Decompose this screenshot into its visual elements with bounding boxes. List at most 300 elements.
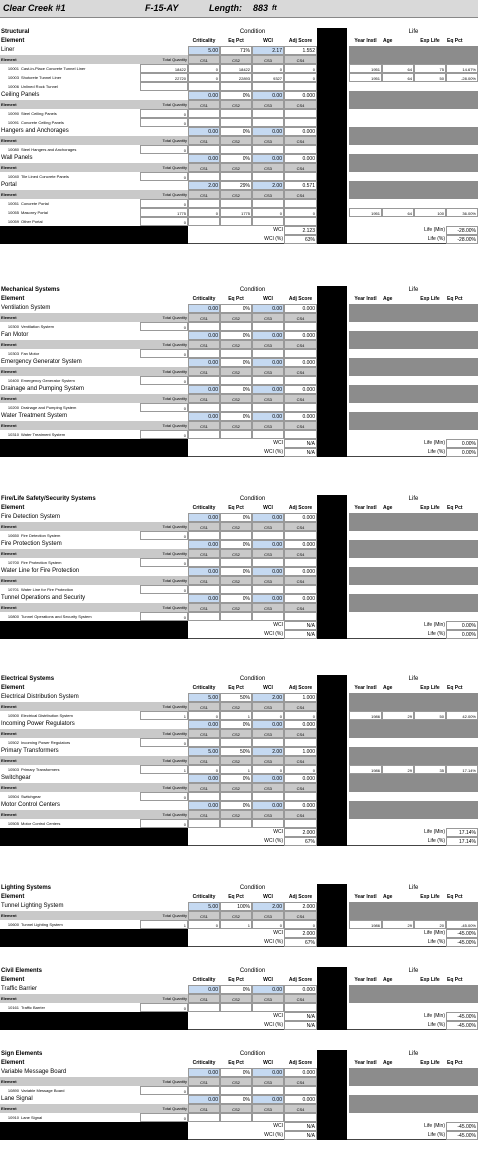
life-band — [349, 783, 478, 792]
condition-state-value[interactable] — [188, 430, 220, 439]
condition-state-value[interactable]: 0 — [284, 711, 317, 720]
group-row — [0, 774, 478, 783]
condition-state-value[interactable] — [284, 145, 317, 154]
year-installed-value[interactable]: 1951 — [349, 64, 382, 73]
criticality-value[interactable]: 0.00 — [188, 540, 220, 549]
exp-life-value[interactable]: 50 — [414, 711, 446, 720]
condition-state-value[interactable] — [188, 217, 220, 226]
life-eq-pct-value: -45.00% — [446, 920, 478, 929]
condition-state-value[interactable] — [188, 82, 220, 91]
column-header-row — [0, 1059, 478, 1068]
adj-score-header: Adj Score — [288, 505, 313, 511]
adj-score-header: Adj Score — [288, 977, 313, 983]
condition-state-value[interactable] — [188, 1113, 220, 1122]
exp-life-value[interactable]: 100 — [414, 208, 446, 217]
eq-pct-life-header: Eq Pct — [447, 1060, 463, 1066]
condition-state-value[interactable] — [252, 322, 284, 331]
cs3-label: CS3 — [252, 994, 284, 1003]
condition-state-value[interactable] — [220, 199, 252, 208]
condition-state-value[interactable]: 0 — [252, 64, 284, 73]
element-col-label: Element — [1, 1079, 17, 1084]
element-header-row — [0, 522, 317, 531]
section-title: Electrical Systems — [1, 676, 55, 682]
condition-state-value[interactable] — [220, 109, 252, 118]
wci-pct-label: WCI (%) — [264, 838, 283, 844]
element-code: 10161 — [7, 1005, 19, 1010]
element-header-row — [0, 163, 317, 172]
cs2-label: CS2 — [220, 367, 252, 376]
life-min-value: -45.00% — [446, 1012, 478, 1021]
eq-pct-header: Eq Pct — [228, 296, 244, 302]
total-quantity-value[interactable]: 0 — [140, 145, 188, 154]
element-code: 10505 — [7, 821, 19, 826]
section-block — [0, 28, 478, 244]
criticality-value[interactable]: 5.00 — [188, 46, 220, 55]
total-quantity-value[interactable]: 0 — [140, 217, 188, 226]
criticality-value[interactable]: 0.00 — [188, 331, 220, 340]
adj-score-value: 0.000 — [284, 154, 317, 163]
condition-state-value[interactable] — [284, 792, 317, 801]
column-header-row — [0, 37, 478, 46]
total-quantity-value[interactable]: 0 — [140, 349, 188, 358]
criticality-value[interactable]: 0.00 — [188, 594, 220, 603]
wci-pct-value: 67% — [284, 938, 317, 947]
group-row — [0, 358, 478, 367]
condition-state-value[interactable] — [220, 531, 252, 540]
element-name: Steel Hangers and Anchorages — [21, 147, 77, 152]
criticality-value[interactable]: 5.00 — [188, 902, 220, 911]
condition-state-value[interactable]: 1 — [220, 711, 252, 720]
condition-state-value[interactable] — [252, 738, 284, 747]
condition-state-value[interactable] — [284, 819, 317, 828]
condition-state-value[interactable] — [284, 322, 317, 331]
condition-state-value[interactable]: 9327 — [252, 73, 284, 82]
total-quantity-value[interactable]: 1 — [140, 765, 188, 774]
condition-state-value[interactable] — [188, 792, 220, 801]
condition-state-value[interactable] — [220, 1086, 252, 1095]
condition-state-value[interactable]: 0 — [284, 765, 317, 774]
condition-state-value[interactable] — [220, 82, 252, 91]
criticality-value[interactable]: 0.00 — [188, 91, 220, 100]
life-min-value: 17.14% — [446, 828, 478, 837]
criticality-value[interactable]: 0.00 — [188, 513, 220, 522]
condition-state-value[interactable] — [188, 349, 220, 358]
condition-state-value[interactable] — [252, 82, 284, 91]
condition-state-value[interactable] — [284, 403, 317, 412]
condition-state-value[interactable] — [220, 322, 252, 331]
criticality-value[interactable]: 0.00 — [188, 1095, 220, 1104]
element-row — [0, 172, 478, 181]
exp-life-value[interactable]: 20 — [414, 920, 446, 929]
condition-state-value[interactable] — [188, 199, 220, 208]
year-instl-header: Year Instl — [354, 685, 377, 691]
year-installed-value[interactable]: 1951 — [349, 208, 382, 217]
total-quantity-value[interactable]: 0 — [140, 376, 188, 385]
element-col-label: Element — [1, 551, 17, 556]
condition-header: Condition — [239, 287, 266, 293]
condition-state-value[interactable] — [220, 145, 252, 154]
condition-state-value[interactable] — [284, 109, 317, 118]
total-quantity-label: Total Quantity — [162, 396, 187, 401]
condition-state-value[interactable] — [252, 118, 284, 127]
section-title: Mechanical Systems — [1, 287, 60, 293]
cs2-label: CS2 — [220, 576, 252, 585]
condition-state-value[interactable] — [284, 376, 317, 385]
cs1-label: CS1 — [188, 394, 220, 403]
group-name: Variable Message Board — [1, 1069, 67, 1075]
condition-state-value[interactable] — [188, 558, 220, 567]
criticality-value[interactable]: 0.00 — [188, 720, 220, 729]
year-installed-value[interactable]: 1986 — [349, 711, 382, 720]
condition-state-value[interactable] — [252, 558, 284, 567]
wci-value: 2.00 — [252, 181, 284, 190]
condition-state-value[interactable]: 22893 — [220, 73, 252, 82]
total-quantity-label: Total Quantity — [162, 704, 187, 709]
condition-state-value[interactable] — [220, 349, 252, 358]
total-quantity-label: Total Quantity — [162, 551, 187, 556]
total-quantity-value[interactable]: 0 — [140, 430, 188, 439]
condition-state-value[interactable]: 0 — [188, 208, 220, 217]
element-code: 10503 — [7, 767, 19, 772]
column-header-row — [0, 295, 478, 304]
adj-score-header: Adj Score — [288, 685, 313, 691]
wci-value: 0.00 — [252, 985, 284, 994]
condition-state-value[interactable]: 1 — [220, 765, 252, 774]
condition-state-value[interactable] — [284, 217, 317, 226]
total-quantity-value[interactable]: 0 — [140, 819, 188, 828]
total-quantity-value[interactable]: 18422 — [140, 64, 188, 73]
condition-state-value[interactable] — [220, 1003, 252, 1012]
adj-score-value: 0.000 — [284, 91, 317, 100]
condition-state-value[interactable] — [188, 145, 220, 154]
sheet-header — [0, 0, 478, 18]
condition-state-value[interactable] — [252, 612, 284, 621]
condition-state-value[interactable]: 1775 — [220, 208, 252, 217]
condition-state-value[interactable] — [188, 109, 220, 118]
condition-state-value[interactable] — [252, 1003, 284, 1012]
condition-state-value[interactable]: 0 — [252, 920, 284, 929]
condition-state-value[interactable]: 0 — [284, 73, 317, 82]
wci-pct-summary-row — [0, 235, 478, 244]
total-quantity-value[interactable] — [140, 82, 188, 91]
wci-summary-label: WCI — [273, 440, 283, 446]
condition-state-value[interactable] — [220, 376, 252, 385]
cs4-label: CS4 — [284, 702, 317, 711]
condition-state-value[interactable] — [188, 819, 220, 828]
group-row — [0, 181, 478, 190]
total-quantity-label: Total Quantity — [162, 578, 187, 583]
criticality-value[interactable]: 0.00 — [188, 801, 220, 810]
condition-state-value[interactable] — [252, 531, 284, 540]
total-quantity-value[interactable]: 0 — [140, 738, 188, 747]
group-name: Motor Control Centers — [1, 802, 61, 808]
condition-state-value[interactable] — [284, 199, 317, 208]
condition-state-value[interactable] — [188, 322, 220, 331]
condition-state-value[interactable] — [188, 403, 220, 412]
condition-state-value[interactable] — [252, 585, 284, 594]
cs2-label: CS2 — [220, 136, 252, 145]
condition-state-value[interactable] — [284, 1086, 317, 1095]
condition-state-value[interactable]: 0 — [188, 765, 220, 774]
cs3-label: CS3 — [252, 810, 284, 819]
condition-state-value[interactable] — [188, 1086, 220, 1095]
element-col-label: Element — [1, 578, 17, 583]
cs3-label: CS3 — [252, 756, 284, 765]
life-header: Life — [408, 968, 419, 974]
exp-life-value[interactable]: 75 — [414, 64, 446, 73]
total-quantity-value[interactable]: 0 — [140, 1086, 188, 1095]
criticality-value[interactable]: 0.00 — [188, 385, 220, 394]
condition-state-value[interactable] — [284, 349, 317, 358]
eq-pct-value: 29% — [220, 181, 252, 190]
total-quantity-value[interactable]: 0 — [140, 1113, 188, 1122]
cs1-label: CS1 — [188, 55, 220, 64]
condition-state-value[interactable] — [188, 172, 220, 181]
condition-state-value[interactable]: 0 — [188, 711, 220, 720]
condition-state-value[interactable] — [252, 1113, 284, 1122]
element-col-label: Element — [1, 192, 17, 197]
total-quantity-value[interactable]: 0 — [140, 1003, 188, 1012]
element-code: 10502 — [7, 740, 19, 745]
year-installed-value[interactable]: 1986 — [349, 765, 382, 774]
condition-state-value[interactable]: 0 — [252, 208, 284, 217]
criticality-value[interactable]: 5.00 — [188, 747, 220, 756]
section-title: Structural — [1, 29, 30, 35]
cs2-label: CS2 — [220, 1104, 252, 1113]
condition-state-value[interactable]: 18422 — [220, 64, 252, 73]
condition-state-value[interactable] — [188, 612, 220, 621]
criticality-value[interactable]: 0.00 — [188, 127, 220, 136]
section-title-row — [0, 286, 478, 295]
wci-header: WCI — [263, 38, 273, 44]
total-quantity-value[interactable]: 1 — [140, 920, 188, 929]
condition-state-value[interactable] — [252, 430, 284, 439]
cs3-label: CS3 — [252, 367, 284, 376]
condition-state-value[interactable] — [284, 612, 317, 621]
condition-state-value[interactable] — [252, 792, 284, 801]
criticality-value[interactable]: 0.00 — [188, 567, 220, 576]
group-name: Traffic Barrier — [1, 986, 38, 992]
age-header: Age — [383, 894, 393, 900]
cs2-label: CS2 — [220, 163, 252, 172]
cs3-label: CS3 — [252, 421, 284, 430]
total-quantity-value[interactable]: 0 — [140, 118, 188, 127]
adj-score-value: 0.000 — [284, 358, 317, 367]
condition-state-value[interactable] — [220, 172, 252, 181]
life-band — [349, 421, 478, 430]
criticality-value[interactable]: 0.00 — [188, 412, 220, 421]
year-installed-value[interactable]: 1986 — [349, 920, 382, 929]
condition-state-value[interactable] — [188, 585, 220, 594]
element-col-label: Element — [1, 758, 17, 763]
element-col-label: Element — [1, 342, 17, 347]
total-quantity-value[interactable]: 0 — [140, 531, 188, 540]
criticality-value[interactable]: 0.00 — [188, 304, 220, 313]
wci-value: 0.00 — [252, 801, 284, 810]
life-band — [349, 801, 478, 810]
cs3-label: CS3 — [252, 783, 284, 792]
section-title: Lighting Systems — [1, 885, 52, 891]
element-header-row — [0, 576, 317, 585]
total-quantity-label: Total Quantity — [162, 165, 187, 170]
condition-state-value[interactable] — [220, 738, 252, 747]
total-quantity-value[interactable]: 1 — [140, 711, 188, 720]
life-band — [349, 331, 478, 340]
condition-state-value[interactable] — [220, 430, 252, 439]
criticality-value[interactable]: 0.00 — [188, 358, 220, 367]
condition-state-value[interactable] — [284, 82, 317, 91]
condition-state-value[interactable] — [284, 172, 317, 181]
condition-state-value[interactable] — [220, 585, 252, 594]
element-name: Cast-in-Place Concrete Tunnel Liner — [21, 66, 86, 71]
group-name: Primary Transformers — [1, 748, 59, 754]
year-instl-header: Year Instl — [354, 1060, 377, 1066]
condition-state-value[interactable] — [252, 199, 284, 208]
year-installed-value[interactable]: 1951 — [349, 73, 382, 82]
condition-state-value[interactable] — [220, 558, 252, 567]
criticality-value[interactable]: 0.00 — [188, 1068, 220, 1077]
condition-state-value[interactable] — [188, 118, 220, 127]
eq-pct-value: 50% — [220, 747, 252, 756]
wci-pct-value: N/A — [284, 1021, 317, 1030]
separator-column — [317, 28, 347, 244]
length-label: Length: — [209, 3, 242, 13]
cs4-label: CS4 — [284, 911, 317, 920]
condition-state-value[interactable]: 0 — [284, 920, 317, 929]
year-instl-header: Year Instl — [354, 296, 377, 302]
condition-state-value[interactable] — [284, 558, 317, 567]
wci-value: 2.00 — [252, 902, 284, 911]
condition-state-value[interactable]: 0 — [188, 64, 220, 73]
condition-state-value[interactable]: 0 — [284, 208, 317, 217]
condition-state-value[interactable] — [252, 403, 284, 412]
total-quantity-value[interactable]: 0 — [140, 585, 188, 594]
condition-state-value[interactable] — [252, 109, 284, 118]
life-band — [349, 747, 478, 756]
cs2-label: CS2 — [220, 1077, 252, 1086]
condition-state-value[interactable] — [220, 612, 252, 621]
condition-state-value[interactable] — [252, 172, 284, 181]
life-band — [349, 729, 478, 738]
total-quantity-label: Total Quantity — [162, 192, 187, 197]
condition-state-value[interactable] — [220, 403, 252, 412]
criticality-value[interactable]: 0.00 — [188, 154, 220, 163]
eq-pct-life-header: Eq Pct — [447, 685, 463, 691]
wci-summary-row — [0, 226, 478, 235]
age-header: Age — [383, 685, 393, 691]
total-quantity-value[interactable]: 0 — [140, 172, 188, 181]
condition-state-value[interactable] — [188, 531, 220, 540]
condition-state-value[interactable] — [252, 1086, 284, 1095]
life-header: Life — [408, 287, 419, 293]
condition-state-value[interactable] — [252, 145, 284, 154]
condition-state-value[interactable]: 0 — [188, 73, 220, 82]
criticality-value[interactable]: 5.00 — [188, 693, 220, 702]
condition-state-value[interactable] — [220, 1113, 252, 1122]
condition-state-value[interactable] — [220, 792, 252, 801]
condition-state-value[interactable] — [252, 349, 284, 358]
condition-state-value[interactable] — [252, 217, 284, 226]
life-band — [349, 603, 478, 612]
condition-state-value[interactable]: 0 — [252, 711, 284, 720]
blank-fill — [0, 630, 188, 639]
group-row — [0, 693, 478, 702]
cs3-label: CS3 — [252, 163, 284, 172]
total-quantity-value[interactable]: 1775 — [140, 208, 188, 217]
adj-score-value: 0.000 — [284, 801, 317, 810]
condition-state-value[interactable] — [252, 819, 284, 828]
blank-fill — [0, 1021, 188, 1030]
total-quantity-value[interactable]: 22720 — [140, 73, 188, 82]
condition-state-value[interactable] — [220, 217, 252, 226]
total-quantity-value[interactable]: 0 — [140, 558, 188, 567]
condition-state-value[interactable] — [188, 1003, 220, 1012]
eq-pct-header: Eq Pct — [228, 977, 244, 983]
total-quantity-value[interactable]: 0 — [140, 199, 188, 208]
element-col-label: Element — [1, 102, 17, 107]
condition-state-value[interactable]: 0 — [252, 765, 284, 774]
blank-fill — [0, 448, 188, 457]
criticality-value[interactable]: 0.00 — [188, 985, 220, 994]
condition-state-value[interactable] — [284, 430, 317, 439]
condition-state-value[interactable] — [284, 585, 317, 594]
exp-life-value[interactable]: 35 — [414, 765, 446, 774]
total-quantity-value[interactable]: 0 — [140, 403, 188, 412]
element-code: 10090 — [7, 111, 19, 116]
condition-state-value[interactable] — [284, 531, 317, 540]
condition-state-value[interactable]: 1 — [220, 920, 252, 929]
total-quantity-value[interactable]: 0 — [140, 109, 188, 118]
total-quantity-label: Total Quantity — [162, 315, 187, 320]
wci-value: 0.00 — [252, 1068, 284, 1077]
wci-summary-label: WCI — [273, 227, 283, 233]
life-min-label: Life (Min) — [424, 1123, 445, 1129]
condition-state-value[interactable] — [252, 376, 284, 385]
column-header-row — [0, 504, 478, 513]
element-row — [0, 819, 478, 828]
wci-pct-value: 67% — [284, 837, 317, 846]
eq-pct-life-header: Eq Pct — [447, 505, 463, 511]
cs2-label: CS2 — [220, 702, 252, 711]
condition-state-value[interactable]: 0 — [284, 64, 317, 73]
condition-state-value[interactable] — [220, 118, 252, 127]
criticality-value[interactable]: 2.00 — [188, 181, 220, 190]
condition-state-value[interactable] — [188, 738, 220, 747]
life-band — [349, 756, 478, 765]
structure-code: F-15-AY — [145, 3, 179, 13]
condition-state-value[interactable] — [284, 1113, 317, 1122]
group-row — [0, 91, 478, 100]
wci-header: WCI — [263, 1060, 273, 1066]
condition-state-value[interactable]: 0 — [188, 920, 220, 929]
condition-state-value[interactable] — [284, 1003, 317, 1012]
total-quantity-value[interactable]: 0 — [140, 612, 188, 621]
condition-state-value[interactable] — [284, 738, 317, 747]
condition-state-value[interactable] — [188, 376, 220, 385]
life-band — [349, 567, 478, 576]
condition-state-value[interactable] — [220, 819, 252, 828]
life-band — [349, 693, 478, 702]
total-quantity-value[interactable]: 0 — [140, 792, 188, 801]
criticality-value[interactable]: 0.00 — [188, 774, 220, 783]
total-quantity-value[interactable]: 0 — [140, 322, 188, 331]
group-row — [0, 540, 478, 549]
condition-state-value[interactable] — [284, 118, 317, 127]
exp-life-value[interactable]: 50 — [414, 73, 446, 82]
wci-summary-label: WCI — [273, 622, 283, 628]
wci-summary-value: N/A — [284, 1122, 317, 1131]
element-code: 10650 — [7, 533, 19, 538]
